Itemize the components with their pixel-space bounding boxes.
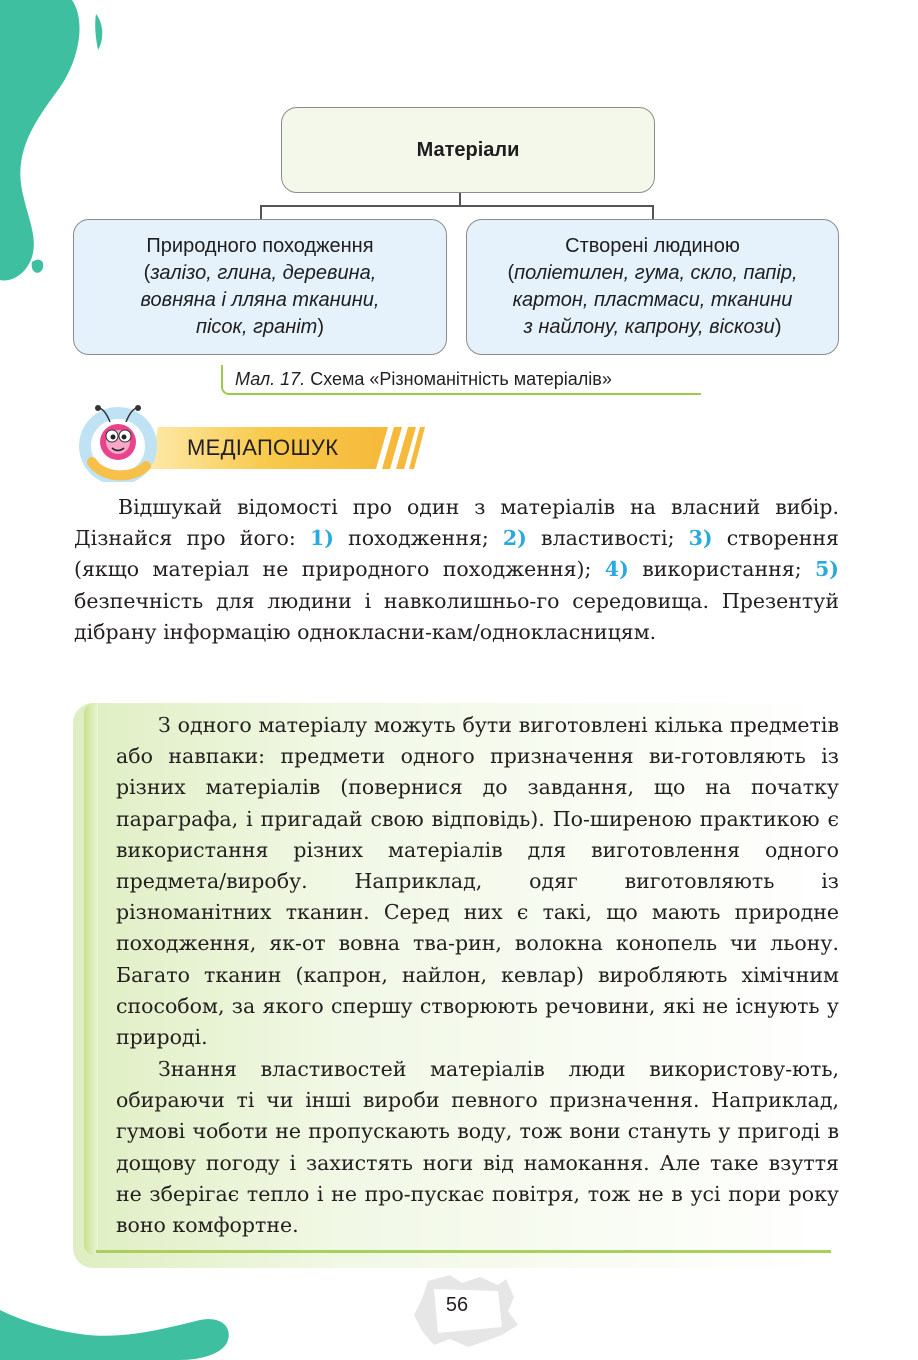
- natural-close-paren: ): [317, 316, 325, 338]
- connector-left-down: [260, 205, 262, 219]
- task-text-4: використання;: [628, 557, 816, 582]
- connector-right-down: [652, 205, 654, 219]
- diagram-natural-box: [73, 219, 447, 355]
- man-made-open-paren: (: [507, 262, 515, 284]
- man-made-title: Створені людиною: [565, 235, 740, 257]
- natural-examples-2: вовняна і лляна тканини,: [140, 289, 380, 311]
- natural-line-2: [74, 260, 446, 287]
- media-search-task-paragraph: [74, 492, 839, 648]
- task-text-3: створення (якщо матеріал не природного походження);: [74, 526, 839, 582]
- natural-examples-3: пісок, граніт: [195, 316, 318, 338]
- task-text-intro: Відшукай відомості про один з матеріалів на власний вибір. Дізнайся про його:: [74, 495, 839, 551]
- page-number: 56: [445, 1294, 469, 1316]
- at-sign-mascot-icon: [72, 400, 164, 482]
- task-text-2: властивості;: [526, 526, 689, 551]
- task-text-1: походження;: [333, 526, 503, 551]
- man-made-examples-2: картон, пластмаси, тканини: [512, 289, 793, 311]
- natural-line-3: [74, 287, 446, 314]
- diagram-root-label: Матеріали: [416, 138, 520, 161]
- teal-splash-bottom-decoration: [0, 1290, 240, 1360]
- connector-horizontal: [260, 205, 653, 207]
- natural-open-paren: (: [143, 262, 151, 284]
- man-made-line-2: [467, 260, 838, 287]
- task-number-3: 3): [688, 526, 713, 551]
- info-paragraph-2: Знання властивостей матеріалів люди використову-ють, обираючи ті чи інші вироби певного призначення. Наприклад, гумові чоботи не пропускають воду, тож вони стануть у пригоді в дощову погоду і захистять ноги від намокання. Але таке взуття не зберігає тепло і не про-пускає повітря, тож не в усі пори року воно комфортне.: [116, 1057, 839, 1238]
- figure-caption: [221, 365, 701, 395]
- info-box-left-accent: [84, 703, 98, 1255]
- natural-line-4: [74, 314, 446, 341]
- task-number-4: 4): [604, 557, 629, 582]
- man-made-examples-3: з найлону, капрону, віскози: [523, 316, 775, 338]
- figure-caption-text: Схема «Різноманітність матеріалів»: [305, 369, 612, 389]
- info-box-bottom-line: [96, 1250, 831, 1253]
- diagram-root-box: [281, 107, 655, 193]
- figure-caption-number: Мал. 17.: [235, 369, 306, 389]
- task-number-5: 5): [815, 557, 839, 582]
- man-made-close-paren: ): [774, 316, 782, 338]
- media-search-label: МЕДІАПОШУК: [187, 435, 339, 460]
- info-paragraph-1: З одного матеріалу можуть бути виготовлені кілька предметів або навпаки: предмети одного призначення ви-готовляють із різних матеріалів (повернися до завдання, що на початку параграфа, і пригадай свою відповідь). По-ширеною практикою є використання різних матеріалів для виготовлення одного предмета/виробу. Наприклад, одяг виготовляють із різноманітних тканин. Серед них є такі, що мають природне походження, як-от вовна тва-рин, волокна конопель чи льону. Багато тканин (капрон, найлон, кевлар) виробляють хімічним способом, за якого спершу створюють речовини, які не існують у природі.: [116, 713, 839, 1050]
- connector-root-down: [459, 193, 461, 205]
- task-number-1: 1): [309, 526, 334, 551]
- task-text-5: безпечність для людини і навколишньо-го середовища. Презентуй дібрану інформацію однокласни-кам/однокласницям.: [74, 588, 839, 644]
- man-made-line-4: [467, 314, 838, 341]
- natural-examples-1: залізо, глина, деревина,: [150, 262, 377, 284]
- natural-title: Природного походження: [146, 235, 374, 257]
- diagram-man-made-box: [466, 219, 839, 355]
- man-made-line-3: [467, 287, 838, 314]
- man-made-examples-1: поліетилен, гума, скло, папір,: [514, 262, 798, 284]
- task-number-2: 2): [502, 526, 527, 551]
